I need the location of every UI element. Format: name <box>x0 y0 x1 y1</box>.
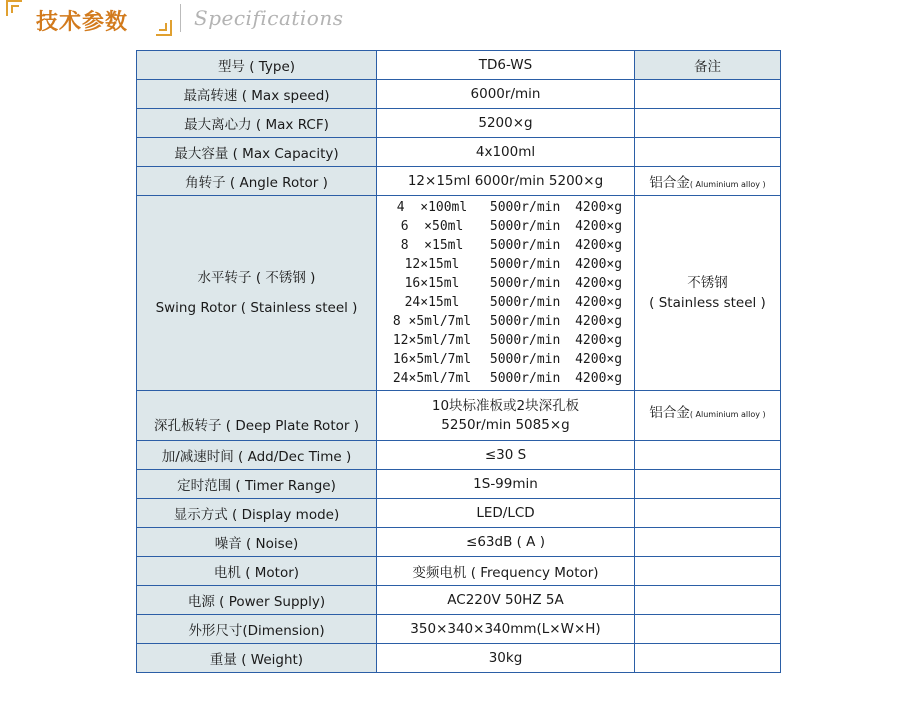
table-row <box>137 615 781 644</box>
note-material-en: ( Aluminium alloy ) <box>689 410 766 419</box>
swing-rotor-note <box>635 196 781 391</box>
row-label: 外形尺寸(Dimension) <box>137 615 377 644</box>
row-note <box>635 644 781 673</box>
section-title-cn: 技术参数 <box>36 10 129 35</box>
row-value: 1S-99min <box>377 470 635 499</box>
note-material-cn: 不锈钢 <box>687 275 728 291</box>
swing-label-en: Swing Rotor ( Stainless steel ) <box>155 300 358 316</box>
row-label: 深孔板转子 ( Deep Plate Rotor ) <box>137 391 377 441</box>
table-row <box>137 557 781 586</box>
row-label: 角转子 ( Angle Rotor ) <box>137 167 377 196</box>
swing-label-cn: 水平转子 ( 不锈钢 ) <box>197 270 316 286</box>
table-row <box>137 441 781 470</box>
table-row <box>137 80 781 109</box>
row-label: 噪音 ( Noise) <box>137 528 377 557</box>
row-note <box>635 441 781 470</box>
table-row <box>137 586 781 615</box>
table-row <box>137 109 781 138</box>
note-material-cn: 铝合金 <box>649 405 690 421</box>
table-row <box>137 167 781 196</box>
swing-rotor-label <box>137 196 377 391</box>
row-note <box>635 391 781 441</box>
corner-ornament-icon <box>156 20 172 36</box>
table-row <box>137 644 781 673</box>
table-row-deep-plate-rotor <box>137 391 781 441</box>
deep-value-line: 5250r/min 5085×g <box>441 416 570 433</box>
row-label: 最大离心力 ( Max RCF) <box>137 109 377 138</box>
section-header <box>6 0 406 38</box>
row-label: 定时范围 ( Timer Range) <box>137 470 377 499</box>
row-value: ≤30 S <box>377 441 635 470</box>
row-note <box>635 499 781 528</box>
row-note <box>635 470 781 499</box>
swing-spec-line: 12×15ml 5000r/min 4200×g <box>404 257 623 272</box>
row-note <box>635 586 781 615</box>
row-value: 4x100ml <box>377 138 635 167</box>
header-model-value: TD6-WS <box>377 51 635 80</box>
table-row <box>137 528 781 557</box>
row-label: 电源 ( Power Supply) <box>137 586 377 615</box>
header-type-label: 型号 ( Type) <box>137 51 377 80</box>
row-value: 12×15ml 6000r/min 5200×g <box>377 167 635 196</box>
title-divider <box>180 4 181 32</box>
row-note <box>635 80 781 109</box>
table-row <box>137 138 781 167</box>
swing-spec-line: 16×15ml 5000r/min 4200×g <box>404 276 623 291</box>
note-material-en: ( Stainless steel ) <box>649 295 766 311</box>
row-value: ≤63dB ( A ) <box>377 528 635 557</box>
row-note <box>635 138 781 167</box>
row-label: 显示方式 ( Display mode) <box>137 499 377 528</box>
row-label: 电机 ( Motor) <box>137 557 377 586</box>
table-row <box>137 499 781 528</box>
row-note <box>635 167 781 196</box>
row-value: LED/LCD <box>377 499 635 528</box>
row-value: 350×340×340mm(L×W×H) <box>377 615 635 644</box>
swing-rotor-values <box>377 196 635 391</box>
swing-spec-line: 16×5ml/7ml 5000r/min 4200×g <box>392 352 623 367</box>
spec-table <box>136 50 781 673</box>
swing-spec-line: 24×5ml/7ml 5000r/min 4200×g <box>392 371 623 386</box>
swing-spec-line: 24×15ml 5000r/min 4200×g <box>404 295 623 310</box>
row-label: 加/减速时间 ( Add/Dec Time ) <box>137 441 377 470</box>
row-value: 6000r/min <box>377 80 635 109</box>
row-value: 5200×g <box>377 109 635 138</box>
row-value: 变频电机 ( Frequency Motor) <box>377 557 635 586</box>
header-note-label: 备注 <box>635 51 781 80</box>
swing-spec-line: 12×5ml/7ml 5000r/min 4200×g <box>392 333 623 348</box>
table-row-swing-rotor <box>137 196 781 391</box>
row-value: AC220V 50HZ 5A <box>377 586 635 615</box>
table-header-row <box>137 51 781 80</box>
note-material-cn: 铝合金 <box>649 175 690 191</box>
row-note <box>635 528 781 557</box>
row-note <box>635 557 781 586</box>
row-label: 最大容量 ( Max Capacity) <box>137 138 377 167</box>
row-note <box>635 615 781 644</box>
row-label: 最高转速 ( Max speed) <box>137 80 377 109</box>
swing-spec-line: 4 ×100ml 5000r/min 4200×g <box>396 200 623 215</box>
row-value <box>377 391 635 441</box>
table-row <box>137 470 781 499</box>
swing-spec-line: 8 ×15ml 5000r/min 4200×g <box>400 238 623 253</box>
deep-value-line: 10块标准板或2块深孔板 <box>431 397 580 414</box>
note-material-en: ( Aluminium alloy ) <box>689 180 766 189</box>
row-value: 30kg <box>377 644 635 673</box>
corner-ornament-icon <box>6 0 22 16</box>
row-note <box>635 109 781 138</box>
swing-spec-line: 6 ×50ml 5000r/min 4200×g <box>400 219 623 234</box>
section-title-en: Specifications <box>194 6 344 30</box>
row-label: 重量 ( Weight) <box>137 644 377 673</box>
swing-spec-line: 8 ×5ml/7ml 5000r/min 4200×g <box>392 314 623 329</box>
